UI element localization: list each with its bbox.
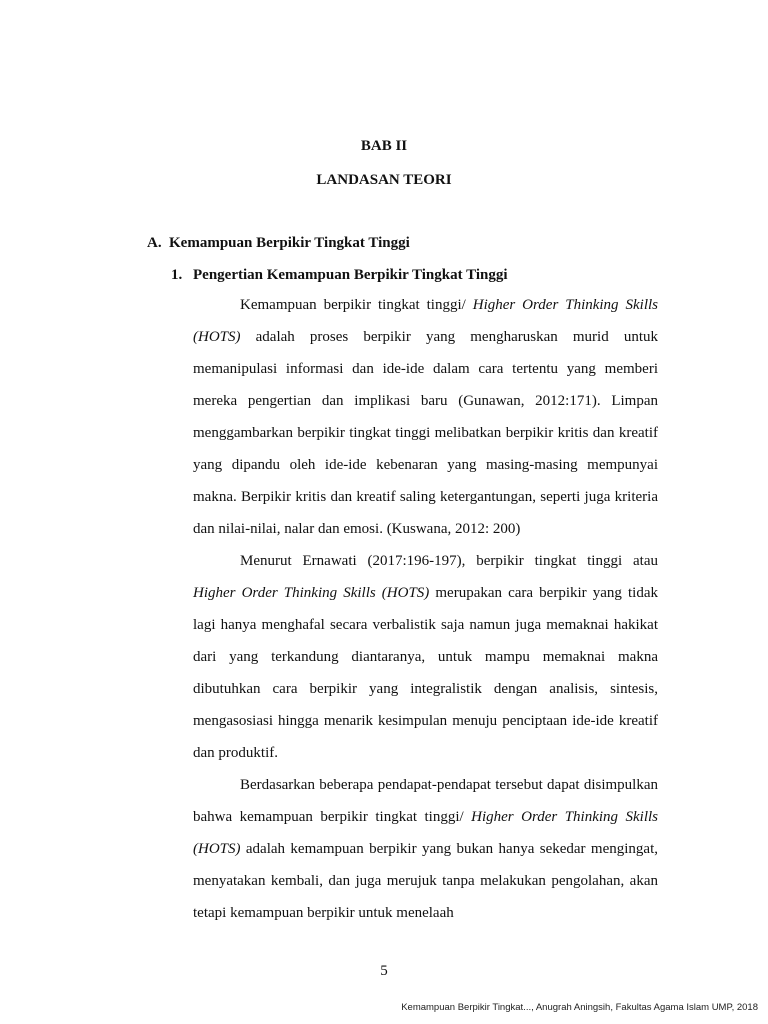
- paragraph-italic-term: Higher Order Thinking Skills (HOTS): [193, 297, 658, 345]
- section-title: Kemampuan Berpikir Tingkat Tinggi: [169, 235, 410, 251]
- paragraph-text: Menurut Ernawati (2017:196-197), berpikir tingkat tinggi atau: [240, 553, 658, 569]
- subsection-heading-1: [171, 266, 508, 284]
- paragraph-italic-term: Higher Order Thinking Skills (HOTS): [193, 585, 430, 601]
- paragraph-italic-term: Higher Order Thinking Skills (HOTS): [193, 809, 658, 857]
- subsection-marker: 1.: [171, 267, 183, 283]
- paragraph-text: Kemampuan berpikir tingkat tinggi/: [240, 297, 473, 313]
- section-marker: A.: [147, 235, 162, 251]
- paragraph-1: [193, 289, 658, 545]
- paragraph-text: adalah kemampuan berpikir yang bukan hanya sekedar mengingat, menyatakan kembali, dan juga merujuk tanpa melakukan pengolahan, akan tetapi kemampuan berpikir untuk menelaah: [193, 841, 658, 921]
- paragraph-2: [193, 545, 658, 769]
- page-number: 5: [380, 963, 388, 979]
- section-heading-a: [147, 234, 410, 252]
- paragraph-3: [193, 769, 658, 929]
- subsection-title: Pengertian Kemampuan Berpikir Tingkat Tinggi: [193, 267, 508, 283]
- page-footer: Kemampuan Berpikir Tingkat..., Anugrah Aningsih, Fakultas Agama Islam UMP, 2018: [401, 1002, 758, 1013]
- paragraph-text: merupakan cara berpikir yang tidak lagi hanya menghafal secara verbalistik saja namun juga memaknai hakikat dari yang terkandung diantaranya, untuk mampu memaknai makna dibutuhkan cara berpikir yang integralistik dengan analisis, sintesis, mengasosiasi hingga menarik kesimpulan menuju penciptaan ide-ide kreatif dan produktif.: [193, 585, 658, 761]
- chapter-title: LANDASAN TEORI: [316, 172, 452, 188]
- paragraph-text: adalah proses berpikir yang mengharuskan murid untuk memanipulasi informasi dan ide-ide dalam cara tertentu yang memberi mereka pengertian dan implikasi baru (Gunawan, 2012:171). Limpan menggambarkan berpikir tingkat tinggi melibatkan berpikir kritis dan kreatif yang dipandu oleh ide-ide kebenaran yang masing-masing mempunyai makna. Berpikir kritis dan kreatif saling ketergantungan, seperti juga kriteria dan nilai-nilai, nalar dan emosi. (Kuswana, 2012: 200): [193, 329, 658, 537]
- paragraph-text: Berdasarkan beberapa pendapat-pendapat tersebut dapat disimpulkan bahwa kemampuan berpikir tingkat tinggi/: [193, 777, 658, 825]
- chapter-number: BAB II: [360, 138, 408, 154]
